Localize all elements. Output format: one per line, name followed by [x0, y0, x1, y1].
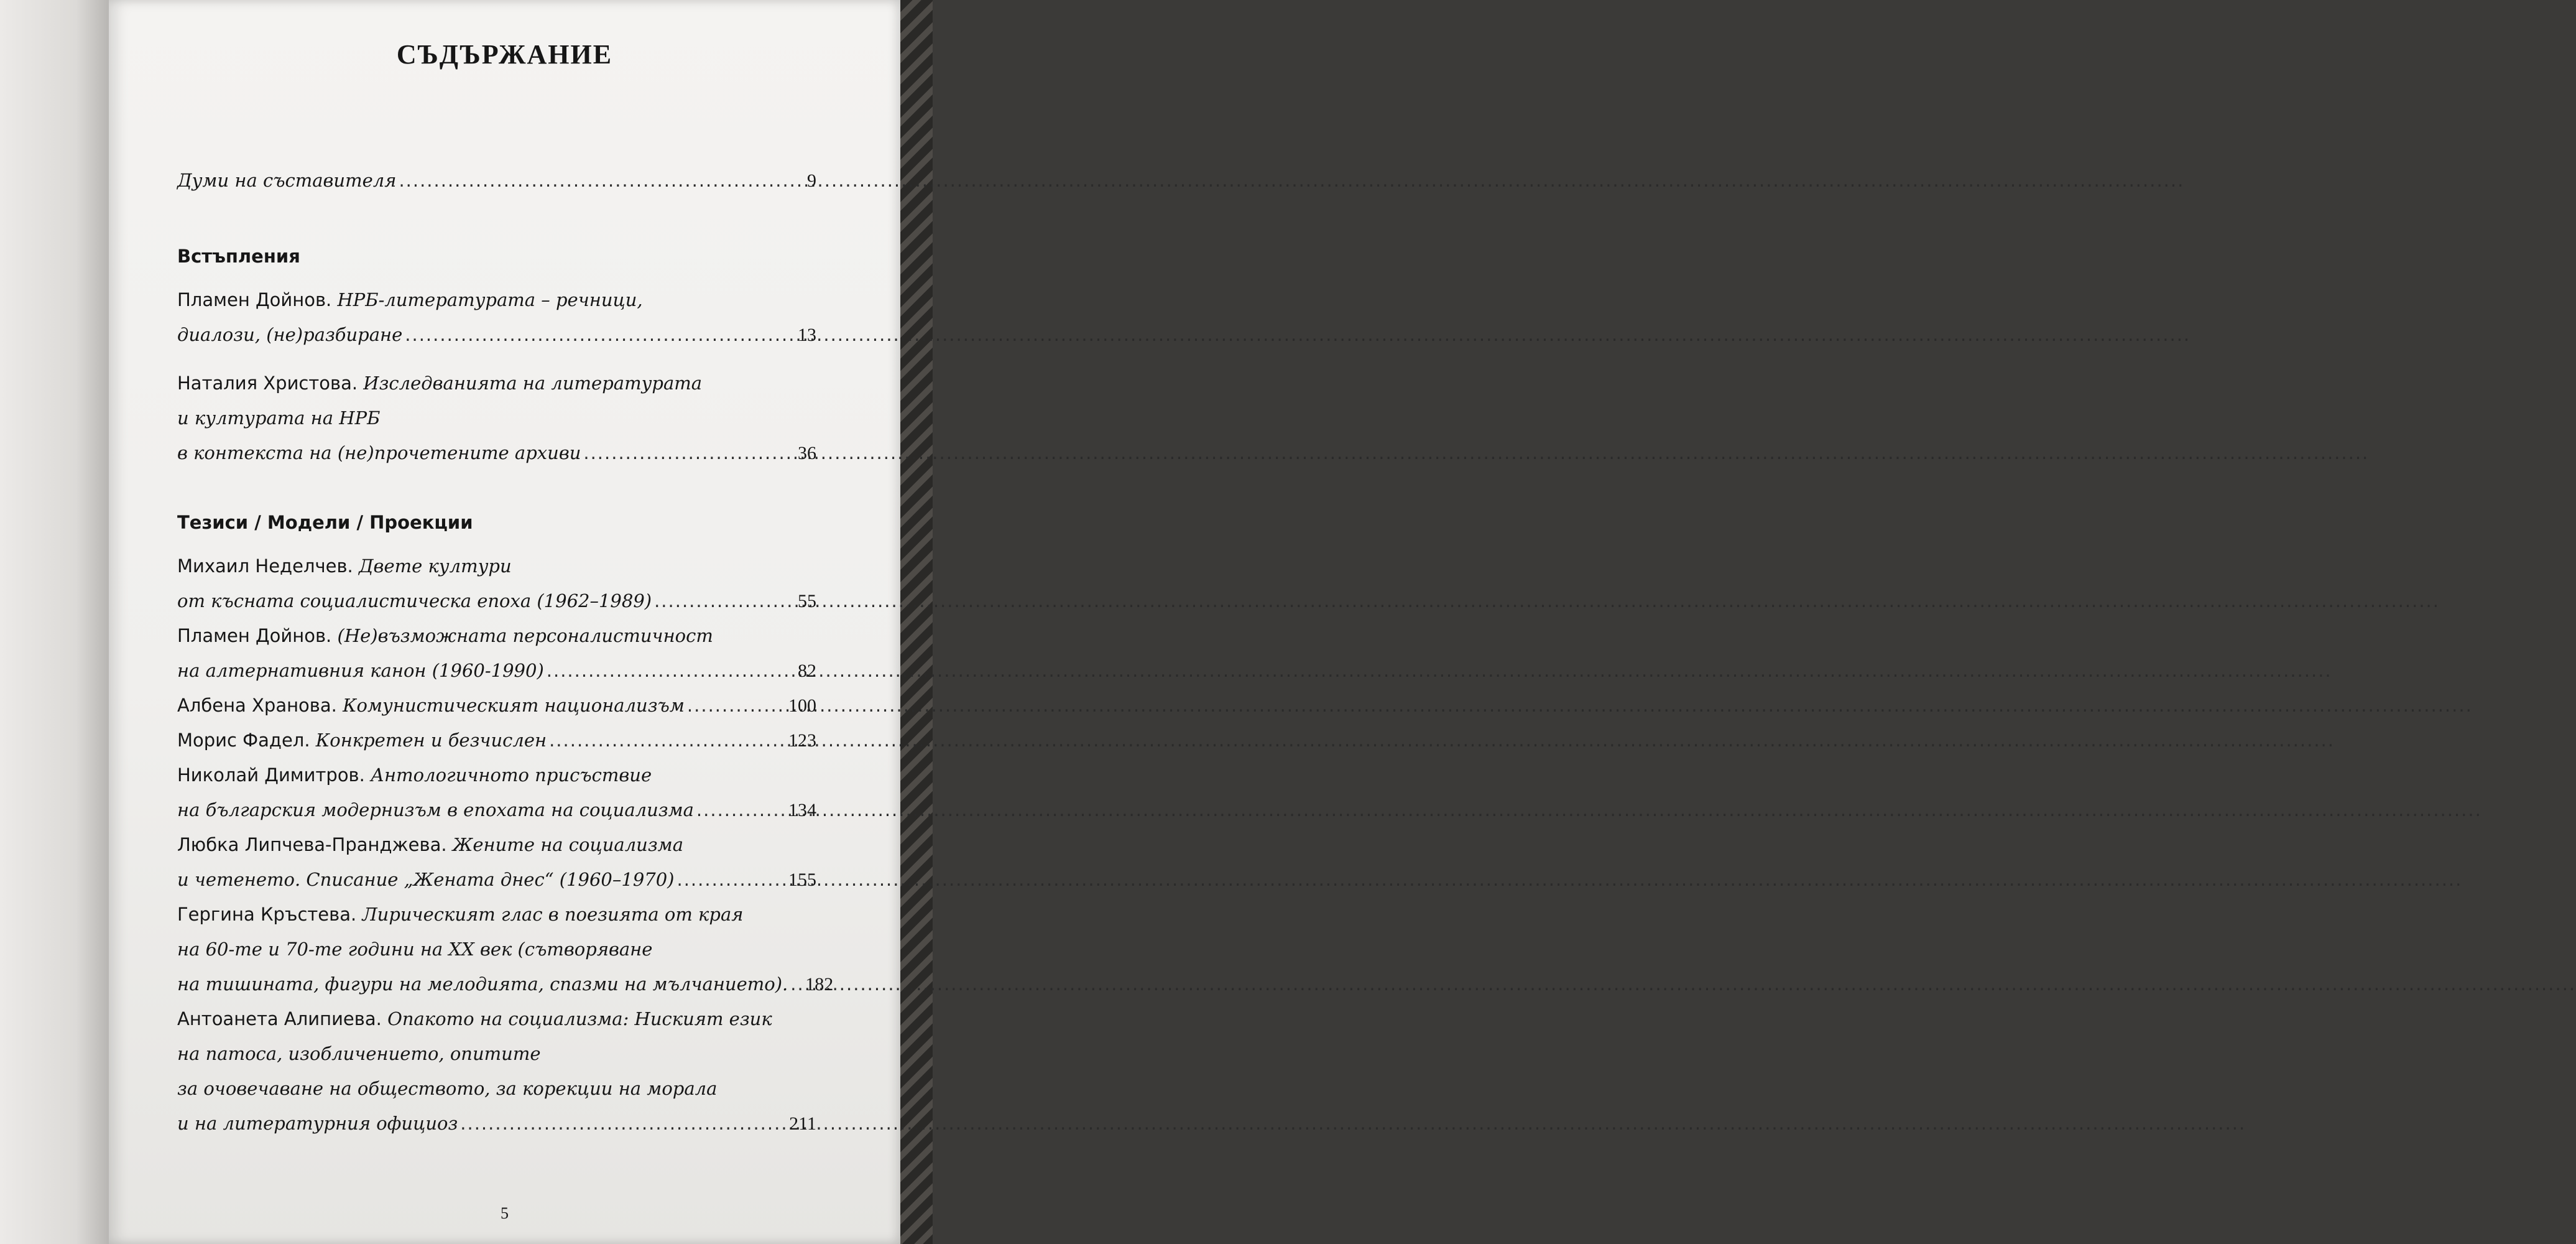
entry-title: Конкретен и безчислен	[315, 730, 547, 751]
entry-author: Пламен Дойнов.	[177, 289, 332, 310]
entry-page-number: 123	[788, 730, 816, 751]
entry-page-number: 13	[798, 325, 816, 345]
entry-page-number: 182	[805, 974, 834, 995]
entry-title: в контекста на (не)прочетените архиви	[177, 442, 581, 463]
entry-title: от късната социалистическа епоха (1962–1989)	[177, 590, 652, 611]
dot-leader	[694, 792, 788, 827]
entry-title: на патоса, изобличението, опитите	[177, 1043, 541, 1064]
entry-author: Антоанета Алипиева.	[177, 1008, 382, 1029]
entry-title: на 60-те и 70-те години на XX век (сътворяване	[177, 939, 653, 960]
toc-entry[interactable]	[177, 897, 834, 1001]
toc-entry[interactable]	[177, 549, 816, 618]
entry-page-number: 9	[807, 170, 816, 191]
dot-leader	[685, 688, 788, 723]
entry-page-number: 82	[798, 661, 816, 681]
toc-entry-line	[177, 827, 816, 862]
toc-entry-line	[177, 317, 816, 352]
entry-page-number: 134	[788, 800, 816, 820]
toc-entry[interactable]	[177, 827, 816, 897]
toc-entry[interactable]	[177, 758, 816, 827]
entry-title: НРБ-литературата – речници,	[337, 289, 643, 310]
toc-entry-line	[177, 163, 816, 198]
entry-page-number: 155	[788, 870, 816, 890]
toc-entry[interactable]	[177, 366, 816, 470]
dot-leader	[458, 1106, 789, 1141]
entry-page-number: 55	[798, 591, 816, 611]
dot-leader	[652, 583, 798, 618]
entry-author: Любка Липчева-Пранджева.	[177, 834, 447, 855]
table-of-contents	[177, 163, 834, 1141]
toc-entry-preface[interactable]	[177, 163, 816, 198]
toc-entry-line	[177, 1001, 816, 1036]
entry-title: и културата на НРБ	[177, 407, 381, 429]
entry-title: и на литературния официоз	[177, 1113, 458, 1134]
entry-author: Гергина Кръстева.	[177, 904, 357, 925]
entry-title: на алтернативния канон (1960-1990)	[177, 660, 544, 681]
entry-title: и четенето. Списание „Жената днес“ (1960–1970)	[177, 869, 675, 890]
toc-entry-line	[177, 583, 816, 618]
entry-page-number: 211	[789, 1113, 816, 1134]
entry-page-number: 100	[788, 695, 816, 716]
toc-entry-line	[177, 282, 816, 317]
entry-title: на българския модернизъм в епохата на социализма	[177, 799, 694, 820]
toc-entry-line	[177, 792, 816, 827]
entry-title: Опакото на социализма: Ниският език	[387, 1008, 772, 1029]
toc-entry-line	[177, 897, 816, 932]
entry-title: Жените на социализма	[452, 834, 684, 855]
entry-title: диалози, (не)разбиране	[177, 324, 403, 345]
toc-entry-line	[177, 435, 816, 470]
toc-entry-line	[177, 618, 816, 653]
entry-title: (Не)възможната персоналистичност	[337, 625, 713, 646]
toc-entry-line	[177, 549, 816, 583]
toc-entry[interactable]	[177, 1001, 816, 1141]
entry-title: Антологичното присъствие	[371, 764, 652, 786]
entry-page-number: 36	[798, 443, 816, 463]
page-title: СЪДЪРЖАНИЕ	[396, 39, 613, 70]
toc-entry-line	[177, 688, 816, 723]
entry-author: Албена Хранова.	[177, 695, 337, 716]
dot-leader	[547, 723, 788, 758]
toc-entry-line	[177, 653, 816, 688]
toc-entry-line	[177, 1071, 816, 1106]
entry-title: Думи на съставителя	[177, 170, 397, 191]
entry-title: Изследванията на литературата	[363, 373, 703, 394]
dot-leader	[396, 163, 807, 198]
toc-entry-line	[177, 967, 834, 1001]
dot-leader	[402, 317, 798, 352]
toc-entry[interactable]	[177, 282, 816, 352]
entry-title: на тишината, фигури на мелодията, спазми на мълчанието).	[177, 973, 788, 995]
book-page	[109, 0, 900, 1244]
entry-title: Лирическият глас в поезията от края	[362, 904, 744, 925]
dot-leader	[544, 653, 798, 688]
left-page-edge	[0, 0, 109, 1244]
toc-entry-line	[177, 862, 816, 897]
toc-entry[interactable]	[177, 688, 816, 723]
dot-leader	[674, 862, 788, 897]
entry-author: Пламен Дойнов.	[177, 625, 332, 646]
entry-title: Комунистическият национализъм	[343, 695, 685, 716]
section-heading: Встъпления	[177, 246, 300, 267]
toc-entry-line	[177, 1106, 816, 1141]
toc-entry-line	[177, 932, 816, 967]
dot-leader	[581, 435, 798, 470]
entry-author: Михаил Неделчев.	[177, 555, 353, 577]
toc-entry[interactable]	[177, 618, 816, 688]
entry-title: за очовечаване на обществото, за корекции на морала	[177, 1078, 718, 1099]
toc-entry-line	[177, 366, 816, 401]
toc-entry-line	[177, 723, 816, 758]
toc-entry[interactable]	[177, 723, 816, 758]
page-number: 5	[501, 1204, 509, 1222]
entry-author: Морис Фадел.	[177, 730, 310, 751]
toc-entry-line	[177, 758, 816, 792]
dot-leader	[788, 967, 805, 1001]
toc-entry-line	[177, 1036, 816, 1071]
entry-title: Двете култури	[358, 555, 512, 577]
entry-author: Николай Димитров.	[177, 764, 365, 786]
section-heading: Тезиси / Модели / Проекции	[177, 512, 473, 533]
toc-entry-line	[177, 401, 816, 435]
entry-author: Наталия Христова.	[177, 373, 358, 394]
